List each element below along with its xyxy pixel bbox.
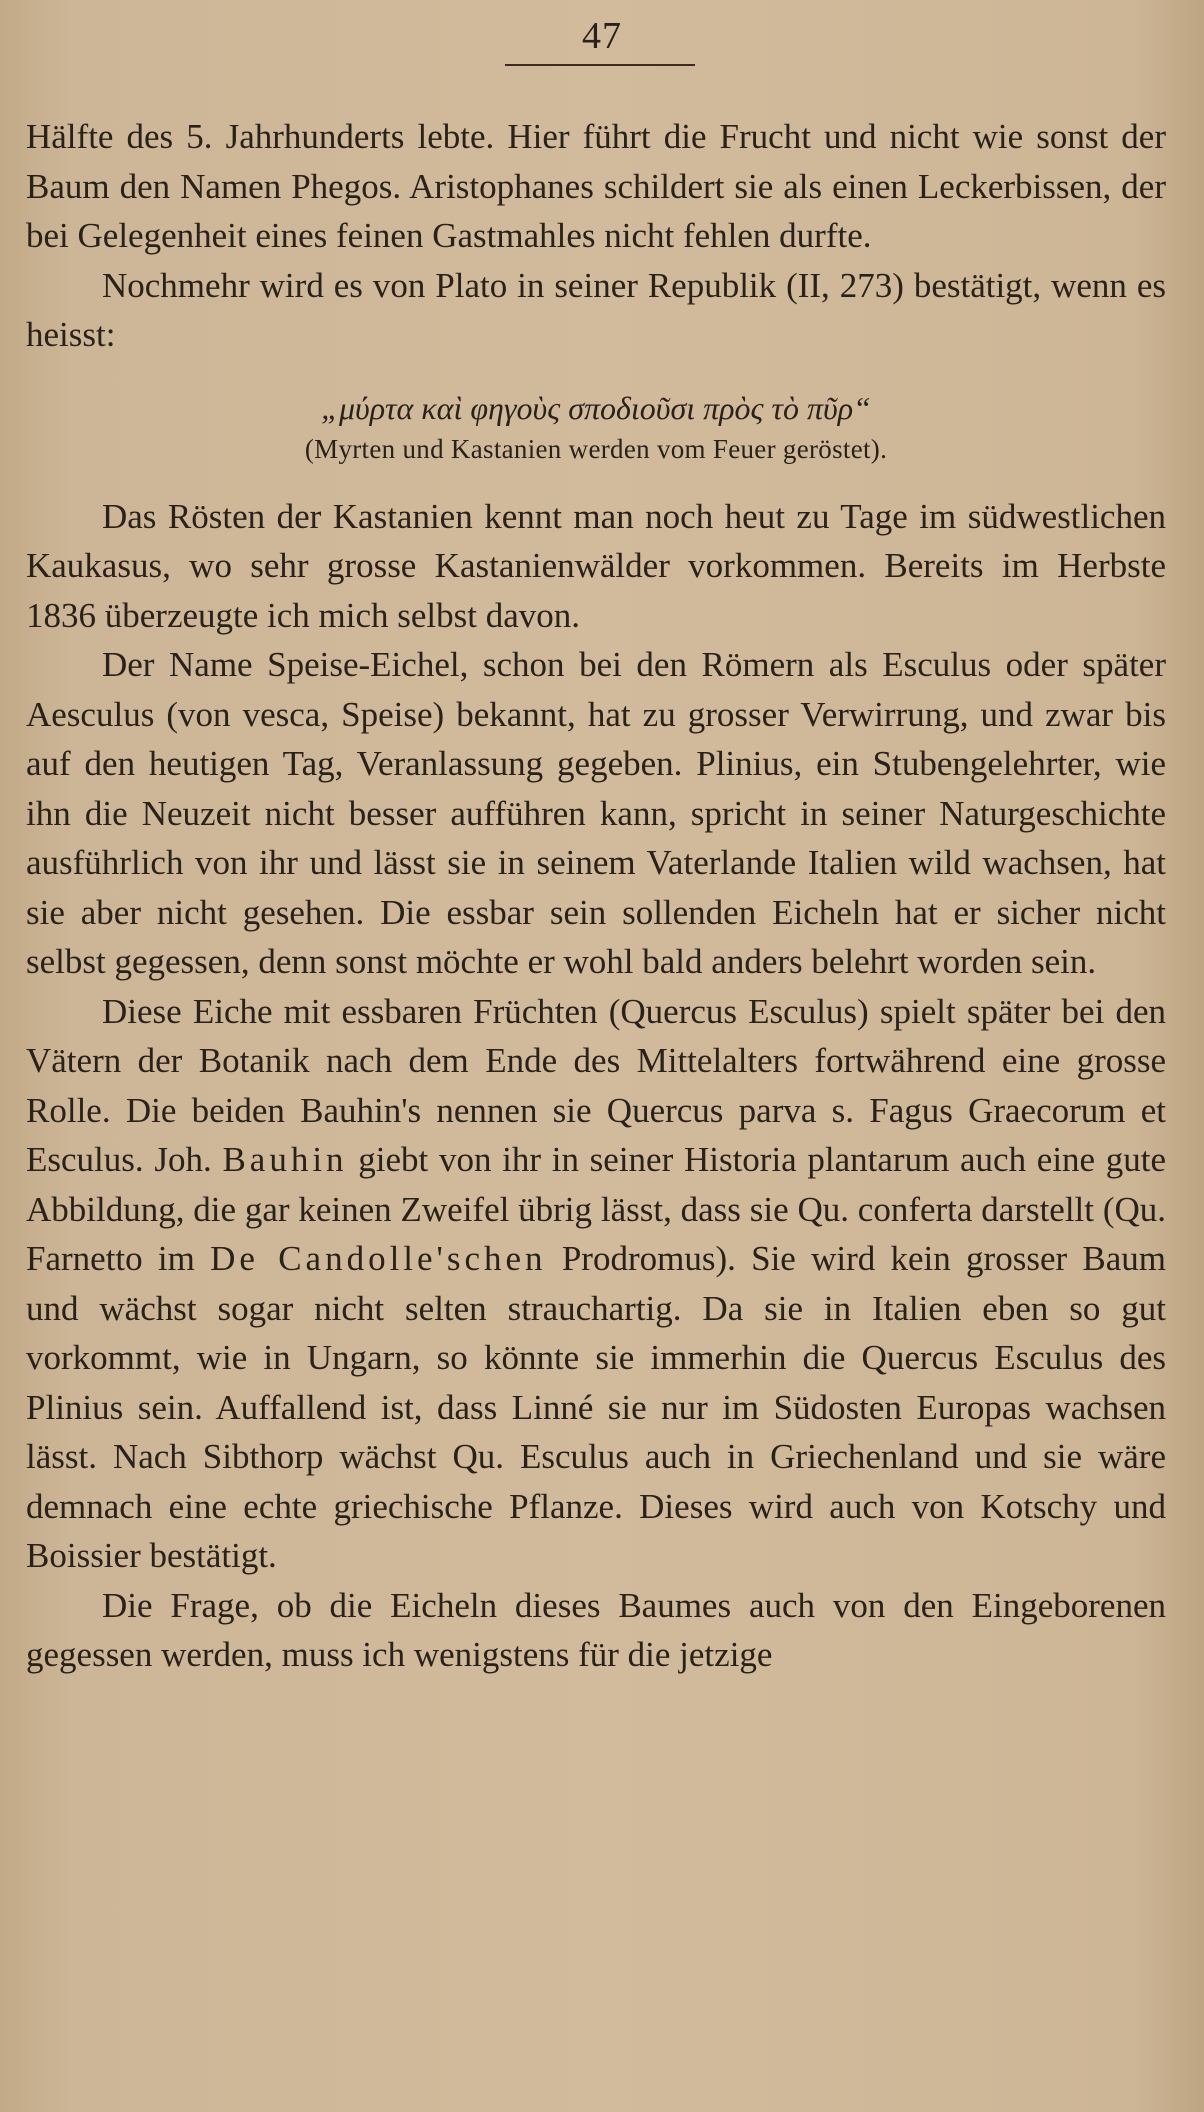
paragraph-5	[26, 987, 1166, 1581]
paragraph-3: Das Rösten der Kastanien kennt man noch heut zu Tage im südwestlichen Kaukasus, wo sehr grosse Kastanienwälder vorkommen. Bereits im Herbste 1836 überzeugte ich mich selbst davon.	[26, 496, 1166, 635]
page-number: 47	[582, 15, 622, 57]
quote-translation: (Myrten und Kastanien werden vom Feuer geröstet).	[304, 433, 888, 464]
paragraph-4: Der Name Speise-Eichel, schon bei den Römern als Esculus oder später Aesculus (von vesca, Speise) bekannt, hat zu grosser Verwirrung, und zwar bis auf den heutigen Tag, Veranlassung gegeben. Plinius, ein Stubengelehrter, wie ihn die Neuzeit nicht besser aufführen kann, spricht in seiner Naturgeschichte ausführlich von ihr und lässt sie in seinem Vaterlande Italien wild wachsen, hat sie aber nicht gesehen. Die essbar sein sollenden Eicheln hat er sicher nicht selbst gegessen, denn sonst möchte er wohl bald anders belehrt worden sein.	[26, 645, 1166, 981]
paragraph-5-part-a: Diese Eiche mit essbaren Früchten (Quercus Esculus) spielt später bei den Vätern der Botanik nach dem Ende des Mittelalters fortwährend eine grosse Rolle. Die beiden Bauhin's nennen sie Quercus parva s. Fagus Graecorum et Esculus. Joh.	[26, 991, 1166, 1179]
body-text	[26, 112, 1166, 1680]
page-header	[0, 12, 1204, 60]
name-de-candolle: De Candolle'schen	[210, 1239, 547, 1278]
paragraph-5-part-c: Prodromus). Sie wird kein grosser Baum und wächst sogar nicht selten strauchartig. Da sie in Italien eben so gut vorkommt, wie in Ungarn, so könnte sie immerhin die Quercus Esculus des Plinius sein. Auffallend ist, dass Linné sie nur im Südosten Europas wachsen lässt. Nach Sibthorp wächst Qu. Esculus auch in Griechenland und sie wäre demnach eine echte griechische Pflanze. Dieses wird auch von Kotschy und Boissier bestätigt.	[26, 1239, 1167, 1575]
paragraph-2: Nochmehr wird es von Plato in seiner Republik (II, 273) bestätigt, wenn es heisst:	[26, 265, 1166, 354]
greek-quotation	[26, 386, 1166, 468]
name-bauhin: Bauhin	[222, 1140, 348, 1179]
header-rule	[505, 64, 695, 66]
quote-greek: „μύρτα καὶ φηγοὺς σποδιοῦσι πρὸς τὸ πῦρ“	[321, 389, 871, 426]
paragraph-5-part-b: giebt von ihr in seiner Historia plantarum auch eine gute Abbildung, die gar keinen Zweifel übrig lässt, dass sie Qu. conferta darstellt (Qu. Farnetto im	[26, 1140, 1167, 1278]
paragraph-6: Die Frage, ob die Eicheln dieses Baumes auch von den Eingeborenen gegessen werden, muss ich wenigstens für die jetzige	[26, 1585, 1166, 1674]
paragraph-1: Hälfte des 5. Jahrhunderts lebte. Hier führt die Frucht und nicht wie sonst der Baum den Namen Phegos. Aristophanes schildert sie als einen Leckerbissen, der bei Gelegenheit eines feinen Gastmahles nicht fehlen durfte.	[26, 117, 1166, 255]
